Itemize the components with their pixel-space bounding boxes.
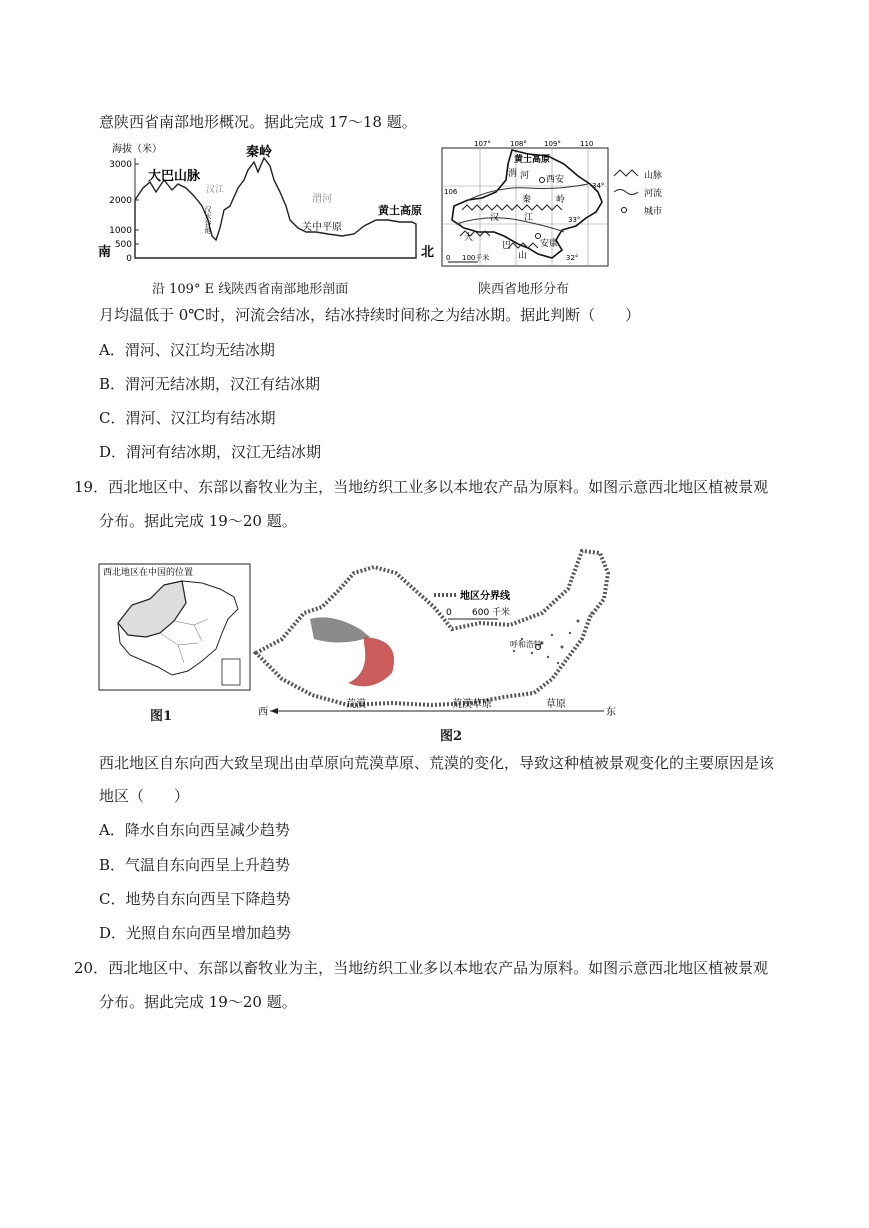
profile-ytick: 3000 bbox=[109, 160, 132, 170]
map-shan: 山 bbox=[518, 251, 528, 261]
label-south: 南 bbox=[98, 245, 112, 260]
q17-option-b: B．渭河无结冰期，汉江有结冰期 bbox=[99, 375, 321, 393]
map-ling: 岭 bbox=[556, 195, 566, 205]
fig1-title: 西北地区在中国的位置 bbox=[103, 568, 194, 578]
desert-band-red bbox=[348, 637, 394, 686]
axis-arrow-icon bbox=[270, 708, 278, 714]
q17-option-d: D．渭河有结冰期，汉江无结冰期 bbox=[99, 443, 322, 461]
q17-option-a: A．渭河、汉江均无结冰期 bbox=[99, 341, 275, 359]
zone-desert: 荒漠 bbox=[346, 699, 366, 710]
legend-river: 河流 bbox=[644, 189, 663, 199]
lon-tick: 107° bbox=[474, 140, 491, 148]
label-qinling: 秦岭 bbox=[246, 145, 273, 160]
zone-desert-grassland: 荒漠草原 bbox=[452, 699, 492, 710]
map-da: 大 bbox=[464, 233, 474, 243]
q19-option-a: A．降水自东向西呈减少趋势 bbox=[99, 821, 290, 839]
lat-tick: 34° bbox=[592, 182, 605, 190]
q19-stem-line2: 地区（ ） bbox=[99, 787, 190, 805]
lat-tick: 33° bbox=[568, 216, 581, 224]
q19-line1: 19．西北地区中、东部以畜牧业为主，当地纺织工业多以本地农产品为原料。如图示意西北地区植被景观 bbox=[74, 478, 769, 496]
region-boundary bbox=[256, 551, 608, 705]
mountain-legend-icon bbox=[614, 170, 638, 176]
profile-ytick: 0 bbox=[126, 254, 132, 264]
label-hanjiang: 汉江 bbox=[206, 185, 225, 195]
q19-option-b: B．气温自东向西呈上升趋势 bbox=[99, 856, 291, 874]
fig2-scale: 600 千米 bbox=[472, 608, 511, 618]
axis-west: 西 bbox=[258, 707, 268, 718]
q20-line1: 20．西北地区中、东部以畜牧业为主，当地纺织工业多以本地农产品为原料。如图示意西北地区植被景观 bbox=[74, 959, 769, 977]
map-scale: 100千米 bbox=[462, 254, 490, 262]
label-daba: 大巴山脉 bbox=[148, 169, 201, 184]
question-intro: 意陕西省南部地形概况。据此完成 17～18 题。 bbox=[99, 113, 417, 131]
q17-option-c: C．渭河、汉江均有结冰期 bbox=[99, 409, 276, 427]
lon-tick: 109° bbox=[544, 140, 561, 148]
lon-tick: 108° bbox=[510, 140, 527, 148]
q19-line2: 分布。据此完成 19～20 题。 bbox=[99, 512, 297, 530]
q17-stem: 月均温低于 0℃时，河流会结冰，结冰持续时间称之为结冰期。据此判断（ ） bbox=[99, 306, 641, 324]
map-xian: 西安 bbox=[546, 175, 565, 185]
lat-tick: 32° bbox=[566, 254, 579, 262]
profile-ytick: 1000 bbox=[109, 226, 132, 236]
map-loess: 黄土高原 bbox=[514, 155, 551, 165]
china-locator-figure bbox=[98, 563, 251, 691]
q19-stem-line1: 西北地区自东向西大致呈现出由草原向荒漠草原、荒漠的变化，导致这种植被景观变化的主要原因是该 bbox=[99, 754, 775, 772]
fig2-scale-zero: 0 bbox=[446, 608, 452, 618]
xian-dot bbox=[540, 178, 545, 183]
fig1-label: 图1 bbox=[150, 709, 173, 724]
label-hanshui-valley: 汉水谷地 bbox=[204, 206, 212, 234]
ankang-dot bbox=[536, 234, 541, 239]
terrain-profile-figure bbox=[98, 140, 436, 265]
profile-yticks bbox=[109, 160, 132, 264]
q19-option-c: C．地势自东向西呈下降趋势 bbox=[99, 890, 291, 908]
river-legend-icon bbox=[614, 190, 638, 195]
map-ba: 巴 bbox=[502, 241, 512, 251]
fig2-city: 呼和浩特 bbox=[510, 640, 542, 649]
lon-tick: 110 bbox=[580, 140, 594, 148]
northwest-vegetation-figure bbox=[252, 543, 622, 728]
fig2-label: 图2 bbox=[440, 729, 463, 744]
map-ankang: 安康 bbox=[540, 239, 559, 249]
label-weihe: 渭河 bbox=[312, 194, 332, 205]
label-north: 北 bbox=[421, 245, 435, 260]
city-legend-icon bbox=[622, 208, 627, 213]
lon-left: 106 bbox=[444, 188, 458, 196]
shaanxi-map-figure bbox=[438, 140, 663, 270]
q19-option-d: D．光照自东向西呈增加趋势 bbox=[99, 924, 292, 942]
profile-ylabel: 海拔（米） bbox=[112, 144, 162, 155]
map-wei: 渭 bbox=[508, 169, 518, 179]
profile-caption: 沿 109° E 线陕西省南部地形剖面 bbox=[152, 282, 349, 297]
fig2-legend: 地区分界线 bbox=[460, 591, 510, 602]
map-caption: 陕西省地形分布 bbox=[478, 282, 570, 297]
zone-grassland: 草原 bbox=[546, 699, 566, 710]
desert-band-gray bbox=[310, 617, 370, 642]
map-jiang: 江 bbox=[524, 213, 534, 223]
map-river-he: 河 bbox=[520, 171, 530, 181]
qinling-range bbox=[462, 205, 562, 210]
q20-line2: 分布。据此完成 19～20 题。 bbox=[99, 993, 297, 1011]
map-scale-zero: 0 bbox=[446, 254, 451, 262]
legend-city: 城市 bbox=[644, 207, 663, 217]
map-qin: 秦 bbox=[522, 195, 532, 205]
legend-mountain: 山脉 bbox=[644, 171, 663, 181]
axis-east: 东 bbox=[606, 707, 616, 718]
label-guanzhong: 关中平原 bbox=[302, 222, 342, 233]
profile-ytick: 2000 bbox=[109, 196, 132, 206]
profile-ytick: 500 bbox=[114, 240, 132, 250]
map-han: 汉 bbox=[490, 213, 500, 223]
label-loess: 黄土高原 bbox=[378, 204, 422, 217]
